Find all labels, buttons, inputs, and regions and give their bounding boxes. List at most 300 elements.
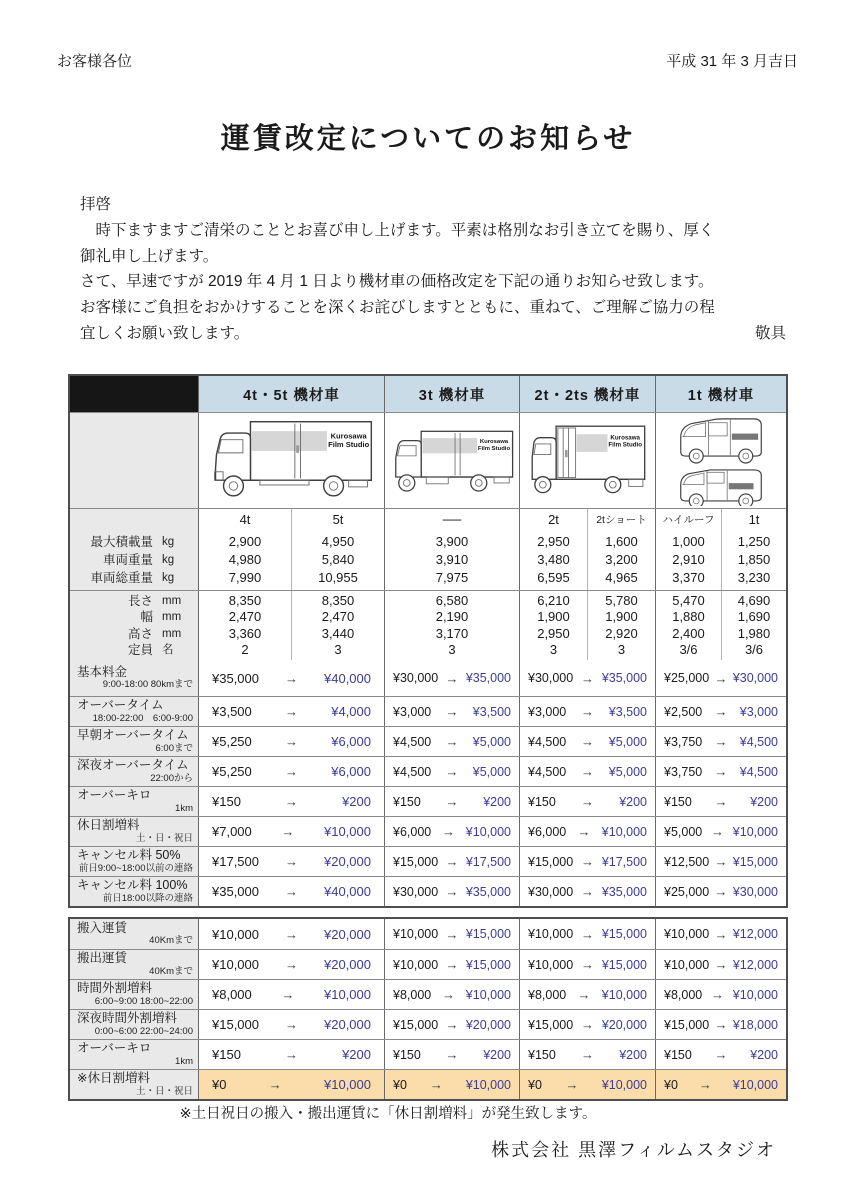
price-cell	[384, 757, 519, 786]
price-cell	[519, 980, 655, 1009]
price-cell	[655, 727, 786, 756]
arrow-glyph: →	[285, 734, 298, 749]
letter-line: 宜しくお願い致します。 敬具	[80, 321, 786, 347]
price-row	[70, 949, 786, 979]
spec-value-cell	[721, 591, 786, 660]
old-price: ¥3,750	[664, 764, 703, 779]
new-price: ¥3,000	[739, 704, 778, 719]
price-row-label: ※休日割増料	[77, 1071, 150, 1086]
old-price: ¥5,250	[212, 734, 252, 749]
new-price: ¥20,000	[465, 1017, 511, 1032]
price-row-sublabel: 40Kmまで	[149, 935, 193, 947]
price-row-label: オーバーキロ	[77, 788, 152, 803]
old-price: ¥25,000	[664, 884, 710, 899]
spec-label-text: 高さ	[127, 626, 153, 641]
new-price: ¥3,500	[608, 704, 647, 719]
price-cell	[519, 919, 655, 949]
header-corner-cell	[70, 376, 198, 412]
new-price: ¥30,000	[732, 671, 778, 685]
arrow-glyph: →	[445, 884, 459, 899]
group-header-4t5t: 4t・5t 機材車	[198, 376, 384, 412]
old-price: ¥6,000	[528, 824, 567, 839]
letter-closing: 敬具	[754, 324, 786, 342]
arrow-glyph: →	[445, 926, 459, 942]
arrow-glyph: →	[445, 854, 459, 869]
new-price: ¥5,000	[472, 764, 511, 779]
new-price: ¥30,000	[732, 884, 778, 899]
new-price: ¥12,000	[732, 927, 778, 941]
new-price: ¥15,000	[465, 927, 511, 941]
subheader-label-cell	[70, 509, 198, 530]
new-price: ¥10,000	[732, 824, 778, 839]
price-row-label-cell	[70, 847, 198, 876]
spec-value: 3/6	[679, 641, 698, 657]
spec-value: 2,470	[228, 609, 262, 625]
spec-value: 1,900	[605, 609, 638, 625]
spec-value-cell	[291, 530, 384, 590]
new-price: ¥200	[619, 794, 647, 809]
spec-value: 4,950	[321, 534, 355, 549]
new-price: ¥18,000	[732, 1017, 778, 1032]
arrow-glyph: →	[285, 884, 298, 899]
spec-value: 4,965	[605, 570, 638, 585]
arrow-glyph: →	[281, 824, 295, 839]
spec-value: 1,880	[672, 609, 705, 625]
spec-value: 3,900	[435, 534, 469, 549]
spec-label-line	[70, 533, 182, 551]
spec-value-cell	[587, 530, 655, 590]
price-row-label-cell	[70, 919, 198, 949]
old-price: ¥35,000	[212, 884, 259, 899]
spec-value-cell	[587, 591, 655, 660]
arrow-glyph: →	[429, 1077, 443, 1092]
price-row-label-cell	[70, 660, 198, 696]
arrow-glyph: →	[442, 824, 456, 839]
old-price: ¥150	[393, 794, 421, 809]
arrow-glyph: →	[445, 704, 459, 719]
price-row-label-cell	[70, 727, 198, 756]
price-cell	[655, 660, 786, 696]
price-cell	[519, 697, 655, 726]
spec-value-cell	[519, 591, 587, 660]
spec-value-cell	[519, 530, 587, 590]
price-row-sublabel: 土・日・祝日	[135, 1085, 193, 1097]
old-price: ¥8,000	[528, 987, 567, 1002]
arrow-glyph: →	[714, 734, 728, 749]
spec-value: 4,980	[228, 552, 262, 567]
spec-value: 1,900	[537, 609, 570, 625]
price-row-label: 早朝オーバータイム	[77, 728, 189, 743]
price-cell	[384, 847, 519, 876]
old-price: ¥5,000	[664, 824, 703, 839]
arrow-glyph: →	[285, 1017, 298, 1032]
price-cell	[384, 877, 519, 906]
spec-value: 7,975	[435, 570, 469, 585]
truck-3t-icon	[384, 413, 519, 508]
rate-table-transport	[68, 917, 788, 1101]
doc-header	[57, 50, 798, 71]
old-price: ¥0	[393, 1077, 407, 1092]
new-price: ¥20,000	[324, 926, 371, 942]
spec-value-cell	[291, 591, 384, 660]
old-price: ¥35,000	[212, 670, 259, 686]
new-price: ¥10,000	[465, 824, 511, 839]
new-price: ¥5,000	[472, 734, 511, 749]
arrow-glyph: →	[445, 794, 459, 809]
spec-value: 2	[241, 641, 249, 657]
spec-value: 1,850	[737, 552, 771, 567]
price-cell	[519, 757, 655, 786]
truck-image-row	[70, 412, 786, 508]
price-cell	[384, 950, 519, 979]
price-cell	[384, 787, 519, 816]
price-row-label-cell	[70, 1070, 198, 1099]
price-cell	[655, 950, 786, 979]
price-cell	[519, 1010, 655, 1039]
new-price: ¥40,000	[324, 884, 371, 899]
spec-value: 3,360	[228, 625, 262, 641]
price-cell	[655, 697, 786, 726]
price-row-label: 基本料金	[77, 664, 128, 679]
recipient: お客様各位	[57, 53, 133, 70]
price-cell	[198, 757, 384, 786]
table-header-row	[70, 376, 786, 412]
old-price: ¥150	[664, 794, 692, 809]
arrow-glyph: →	[285, 670, 298, 686]
old-price: ¥150	[212, 1047, 241, 1062]
price-cell	[384, 1040, 519, 1069]
arrow-glyph: →	[581, 704, 594, 719]
new-price: ¥20,000	[324, 854, 371, 869]
price-cell	[198, 697, 384, 726]
new-price: ¥20,000	[324, 957, 371, 972]
spec-unit-text: kg	[162, 536, 175, 548]
spec-value: 3	[334, 641, 342, 657]
price-row-label: キャンセル料 50%	[77, 848, 181, 863]
subheader-2t-short: 2tショート	[587, 509, 655, 530]
new-price: ¥17,500	[601, 854, 647, 869]
old-price: ¥4,500	[393, 734, 432, 749]
price-row-label-cell	[70, 1010, 198, 1039]
arrow-glyph: →	[714, 854, 728, 869]
spec-value: 3	[549, 641, 558, 657]
old-price: ¥15,000	[212, 1017, 259, 1032]
price-row-sublabel: 1km	[175, 802, 193, 814]
arrow-glyph: →	[714, 884, 728, 899]
price-row	[70, 1039, 786, 1069]
old-price: ¥8,000	[212, 987, 252, 1002]
old-price: ¥3,000	[393, 704, 432, 719]
new-price: ¥15,000	[465, 957, 511, 972]
arrow-glyph: →	[714, 926, 728, 942]
spec-value: 5,840	[321, 552, 355, 567]
spec-value: 8,350	[321, 592, 355, 608]
spec-value: 3,910	[435, 552, 469, 567]
spec-label-cell	[70, 591, 198, 660]
price-row-sublabel: 土・日・祝日	[135, 832, 193, 844]
price-row	[70, 919, 786, 949]
arrow-glyph: →	[285, 764, 298, 779]
spec-unit-text: 名	[162, 643, 174, 656]
arrow-glyph: →	[581, 1017, 594, 1032]
old-price: ¥25,000	[664, 671, 710, 685]
spec-value: 8,350	[228, 592, 262, 608]
price-cell	[384, 1010, 519, 1039]
price-row-label: 搬出運賃	[77, 951, 128, 966]
spec-label-line	[70, 642, 182, 658]
price-row	[70, 726, 786, 756]
spec-unit-text: mm	[162, 627, 182, 640]
spec-value: 3/6	[744, 641, 764, 657]
page-title: 運賃改定についてのお知らせ	[220, 123, 636, 155]
doc-date: 平成 31 年 3 月吉日	[666, 53, 798, 70]
svg-text:Film Studio: Film Studio	[477, 445, 510, 452]
old-price: ¥3,500	[212, 704, 252, 719]
letter-line: 御礼申し上げます。	[80, 247, 219, 265]
new-price: ¥20,000	[601, 1017, 647, 1032]
price-cell	[198, 817, 384, 846]
old-price: ¥15,000	[528, 854, 574, 869]
price-row-label: 深夜オーバータイム	[77, 758, 189, 773]
price-cell	[384, 727, 519, 756]
truck-2t-icon	[519, 413, 655, 508]
arrow-glyph: →	[445, 957, 459, 972]
svg-text:Film Studio: Film Studio	[607, 441, 642, 449]
spec-value: 3,230	[737, 570, 771, 585]
arrow-glyph: →	[285, 926, 298, 942]
spec-label-line	[70, 593, 182, 609]
price-cell	[198, 727, 384, 756]
old-price: ¥30,000	[528, 671, 574, 685]
price-row-sublabel: 22:00から	[150, 772, 193, 784]
price-row-label: オーバータイム	[77, 698, 164, 713]
price-row	[70, 1069, 786, 1099]
spec-value: 1,690	[737, 609, 771, 625]
spec-unit-text: kg	[162, 554, 175, 566]
new-price: ¥5,000	[608, 734, 647, 749]
company-name: 株式会社 黒澤フィルムスタジオ	[491, 1140, 776, 1160]
arrow-glyph: →	[711, 824, 725, 839]
spec-label-text: 定員	[127, 642, 153, 657]
svg-text:Kurosawa: Kurosawa	[330, 431, 367, 441]
price-row-sublabel: 18:00-22:00 6:00-9:00	[92, 712, 193, 724]
arrow-glyph: →	[565, 1077, 579, 1092]
old-price: ¥150	[528, 1047, 556, 1062]
old-price: ¥150	[664, 1047, 692, 1062]
arrow-glyph: →	[285, 1047, 298, 1062]
arrow-glyph: →	[581, 734, 594, 749]
price-row	[70, 696, 786, 726]
spec-value: 1,250	[737, 534, 771, 549]
new-price: ¥10,000	[732, 1077, 778, 1092]
new-price: ¥200	[342, 1047, 371, 1062]
spec-value: 2,900	[228, 534, 262, 549]
group-header-3t: 3t 機材車	[384, 376, 519, 412]
price-cell	[655, 877, 786, 906]
arrow-glyph: →	[714, 764, 728, 779]
price-cell	[655, 1040, 786, 1069]
price-cell	[655, 817, 786, 846]
spec-label-text: 車両総重量	[90, 571, 153, 585]
price-cell	[655, 1070, 786, 1099]
price-cell	[198, 877, 384, 906]
footnote: ※土日祝日の搬入・搬出運賃に「休日割増料」が発生致します。	[179, 1106, 597, 1122]
arrow-glyph: →	[581, 764, 594, 779]
old-price: ¥2,500	[664, 704, 703, 719]
price-row	[70, 846, 786, 876]
price-cell	[655, 980, 786, 1009]
spec-value: 2,920	[605, 625, 638, 641]
price-cell	[198, 1070, 384, 1099]
svg-text:Kurosawa: Kurosawa	[609, 434, 640, 442]
old-price: ¥10,000	[664, 957, 710, 972]
spec-value-cell	[384, 591, 519, 660]
new-price: ¥35,000	[465, 884, 511, 899]
spec-value: 3,440	[321, 625, 355, 641]
price-cell	[655, 1010, 786, 1039]
new-price: ¥10,000	[465, 1077, 511, 1092]
spec-value-cell	[721, 530, 786, 590]
spec-value: 3,480	[537, 552, 570, 567]
price-row	[70, 816, 786, 846]
arrow-glyph: →	[285, 854, 298, 869]
spec-unit-text: kg	[162, 572, 175, 584]
spec-value-cell	[198, 591, 291, 660]
old-price: ¥15,000	[664, 1017, 710, 1032]
old-price: ¥0	[212, 1077, 227, 1092]
spec-label-cell	[70, 530, 198, 590]
price-cell	[519, 727, 655, 756]
price-row-label-cell	[70, 877, 198, 906]
arrow-glyph: →	[442, 987, 456, 1002]
arrow-glyph: →	[581, 884, 594, 899]
arrow-glyph: →	[445, 764, 459, 779]
arrow-glyph: →	[581, 1047, 594, 1062]
new-price: ¥10,000	[601, 824, 647, 839]
old-price: ¥12,500	[664, 854, 710, 869]
letter-body	[80, 192, 786, 347]
price-row	[70, 660, 786, 696]
new-price: ¥35,000	[465, 671, 511, 685]
price-row-label-cell	[70, 980, 198, 1009]
letter-line: 時下ますますご清栄のこととお喜び申し上げます。平素は格別なお引き立てを賜り、厚く	[80, 221, 715, 239]
old-price: ¥8,000	[664, 987, 703, 1002]
spec-label-text: 長さ	[127, 593, 153, 608]
new-price: ¥35,000	[601, 671, 647, 685]
new-price: ¥200	[483, 1047, 511, 1062]
price-cell	[519, 817, 655, 846]
old-price: ¥7,000	[212, 824, 252, 839]
new-price: ¥10,000	[601, 1077, 647, 1092]
price-row-label-cell	[70, 697, 198, 726]
new-price: ¥12,000	[732, 957, 778, 972]
price-row-label-cell	[70, 757, 198, 786]
arrow-glyph: →	[714, 1017, 728, 1032]
price-row-sublabel: 0:00~6:00 22:00~24:00	[94, 1025, 193, 1037]
price-row	[70, 756, 786, 786]
new-price: ¥40,000	[324, 670, 371, 686]
price-cell	[198, 919, 384, 949]
old-price: ¥15,000	[393, 854, 439, 869]
price-row-sublabel: 6:00まで	[155, 742, 193, 754]
arrow-glyph: →	[577, 987, 591, 1002]
price-cell	[655, 847, 786, 876]
arrow-glyph: →	[285, 704, 298, 719]
price-row-label: 休日割増料	[77, 818, 140, 833]
arrow-glyph: →	[714, 704, 728, 719]
spec-value-cell	[655, 591, 721, 660]
spec-value: 4,690	[737, 592, 771, 608]
spec-label-line	[70, 626, 182, 642]
old-price: ¥10,000	[212, 926, 259, 942]
new-price: ¥5,000	[608, 764, 647, 779]
price-row-sublabel: 前日9:00~18:00以前の連絡	[78, 862, 193, 874]
old-price: ¥30,000	[528, 884, 574, 899]
old-price: ¥4,500	[393, 764, 432, 779]
old-price: ¥150	[393, 1047, 421, 1062]
arrow-glyph: →	[445, 1047, 459, 1062]
price-cell	[384, 980, 519, 1009]
price-cell	[198, 660, 384, 696]
new-price: ¥4,500	[739, 734, 778, 749]
arrow-glyph: →	[445, 1017, 459, 1032]
price-cell	[519, 787, 655, 816]
price-row-label: オーバーキロ	[77, 1041, 152, 1056]
arrow-glyph: →	[714, 1047, 728, 1062]
spec-value: 2,190	[435, 609, 469, 625]
spec-value: 10,955	[318, 570, 358, 585]
subheader-2t: 2t	[519, 509, 587, 530]
old-price: ¥4,500	[528, 734, 567, 749]
old-price: ¥15,000	[528, 1017, 574, 1032]
new-price: ¥200	[619, 1047, 647, 1062]
spec-value: 6,210	[537, 592, 570, 608]
price-row-label-cell	[70, 1040, 198, 1069]
old-price: ¥10,000	[528, 957, 574, 972]
truck-1t-vans-icon	[655, 413, 786, 508]
new-price: ¥200	[342, 794, 371, 809]
spec-unit-text: mm	[162, 611, 182, 624]
svg-text:Kurosawa: Kurosawa	[479, 438, 508, 445]
old-price: ¥10,000	[393, 957, 439, 972]
price-cell	[384, 697, 519, 726]
spec-value: 2,910	[672, 552, 705, 567]
arrow-glyph: →	[581, 854, 594, 869]
spec-value: 2,400	[672, 625, 705, 641]
price-cell	[198, 1010, 384, 1039]
spec-value: 3	[617, 641, 626, 657]
new-price: ¥200	[750, 1047, 778, 1062]
price-cell	[198, 950, 384, 979]
price-cell	[655, 787, 786, 816]
new-price: ¥20,000	[324, 1017, 371, 1032]
truck-4t5t-icon	[198, 413, 384, 508]
new-price: ¥6,000	[331, 764, 371, 779]
old-price: ¥10,000	[528, 927, 574, 941]
new-price: ¥200	[483, 794, 511, 809]
letter-line: お客様にご負担をおかけすることを深くお詫びしますとともに、重ねて、ご理解ご協力の程	[80, 299, 715, 317]
old-price: ¥30,000	[393, 671, 439, 685]
old-price: ¥4,500	[528, 764, 567, 779]
spec-value: 5,780	[605, 592, 638, 608]
new-price: ¥10,000	[324, 1077, 371, 1092]
new-price: ¥17,500	[465, 854, 511, 869]
price-cell	[384, 919, 519, 949]
price-cell	[519, 950, 655, 979]
spec-label-text: 車両重量	[102, 553, 153, 567]
price-row-label-cell	[70, 817, 198, 846]
price-row-label: 深夜時間外割増料	[77, 1011, 178, 1026]
